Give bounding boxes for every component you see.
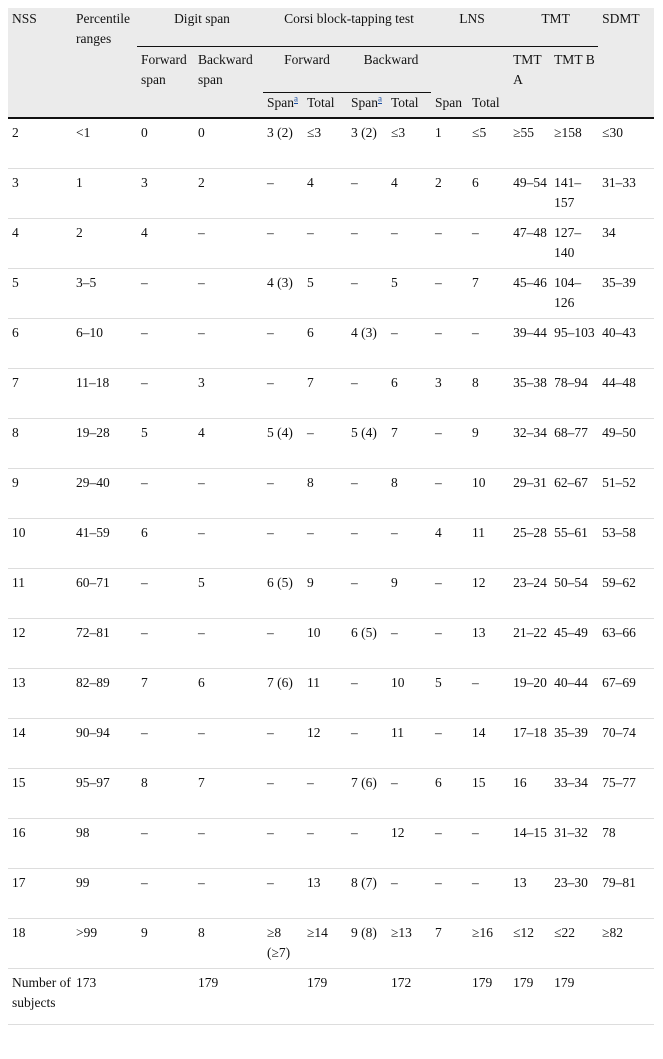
table-cell: – bbox=[263, 869, 303, 919]
table-cell: – bbox=[431, 219, 468, 269]
table-cell: – bbox=[468, 219, 509, 269]
table-cell: ≥82 bbox=[598, 919, 654, 969]
table-cell: 127–140 bbox=[550, 219, 598, 269]
table-cell: 8 bbox=[303, 469, 347, 519]
table-cell: – bbox=[194, 519, 263, 569]
table-cell: – bbox=[137, 869, 194, 919]
footnote-link[interactable]: a bbox=[378, 93, 382, 104]
table-cell: 49–54 bbox=[509, 169, 550, 219]
table-cell: 7 (6) bbox=[347, 769, 387, 819]
table-cell: 45–49 bbox=[550, 619, 598, 669]
table-row bbox=[8, 819, 654, 869]
table-cell: 7 bbox=[194, 769, 263, 819]
table-cell: 12 bbox=[8, 619, 72, 669]
table-cell: 2 bbox=[8, 119, 72, 169]
table-cell: 13 bbox=[509, 869, 550, 919]
table-cell: 11 bbox=[8, 569, 72, 619]
header-corsi-forward: Forward bbox=[263, 47, 347, 93]
table-cell: – bbox=[431, 819, 468, 869]
table-cell: – bbox=[263, 619, 303, 669]
table-cell: – bbox=[137, 269, 194, 319]
table-cell: 5 bbox=[431, 669, 468, 719]
table-cell: 98 bbox=[72, 819, 137, 869]
table-cell: 141–157 bbox=[550, 169, 598, 219]
subjects-count bbox=[431, 969, 468, 1025]
table-cell: 68–77 bbox=[550, 419, 598, 469]
table-cell: – bbox=[194, 819, 263, 869]
table-cell: – bbox=[431, 869, 468, 919]
table-cell: – bbox=[263, 819, 303, 869]
subjects-count: 179 bbox=[509, 969, 550, 1025]
table-cell: 78–94 bbox=[550, 369, 598, 419]
table-cell: 31–33 bbox=[598, 169, 654, 219]
table-cell: – bbox=[194, 619, 263, 669]
table-row bbox=[8, 369, 654, 419]
table-cell: 82–89 bbox=[72, 669, 137, 719]
table-cell: 16 bbox=[509, 769, 550, 819]
table-cell: 40–43 bbox=[598, 319, 654, 369]
table-cell: 7 bbox=[303, 369, 347, 419]
table-cell: 18 bbox=[8, 919, 72, 969]
table-cell: – bbox=[263, 369, 303, 419]
table-cell: 34 bbox=[598, 219, 654, 269]
table-cell: – bbox=[263, 319, 303, 369]
table-cell: 8 bbox=[468, 369, 509, 419]
table-cell: 8 bbox=[387, 469, 431, 519]
table-cell: 6 bbox=[387, 369, 431, 419]
table-cell: 2 bbox=[72, 219, 137, 269]
table-cell: – bbox=[347, 669, 387, 719]
header-corsi-forward-total: Total bbox=[303, 93, 347, 119]
table-cell: 21–22 bbox=[509, 619, 550, 669]
table-cell: 14 bbox=[8, 719, 72, 769]
table-cell: ≥158 bbox=[550, 119, 598, 169]
table-cell: – bbox=[347, 519, 387, 569]
header-tmt-b: TMT B bbox=[550, 47, 598, 119]
table-cell: 5 (4) bbox=[347, 419, 387, 469]
table-cell: – bbox=[194, 469, 263, 519]
table-cell: – bbox=[387, 319, 431, 369]
table-row bbox=[8, 469, 654, 519]
table-cell: 13 bbox=[468, 619, 509, 669]
table-cell: – bbox=[387, 769, 431, 819]
header-corsi-forward-span bbox=[263, 93, 303, 119]
table-header bbox=[8, 8, 654, 119]
table-row bbox=[8, 169, 654, 219]
table-row bbox=[8, 619, 654, 669]
table-cell: – bbox=[468, 319, 509, 369]
table-cell: – bbox=[263, 769, 303, 819]
header-tmt-a: TMT A bbox=[509, 47, 550, 119]
table-cell: – bbox=[347, 469, 387, 519]
table-cell: – bbox=[387, 519, 431, 569]
header-corsi-backward: Backward bbox=[347, 47, 431, 93]
table-cell: 16 bbox=[8, 819, 72, 869]
table-cell: 12 bbox=[468, 569, 509, 619]
table-row bbox=[8, 719, 654, 769]
table-row bbox=[8, 569, 654, 619]
table-cell: 29–31 bbox=[509, 469, 550, 519]
subjects-count: 179 bbox=[468, 969, 509, 1025]
footnote-link[interactable]: a bbox=[294, 93, 298, 104]
table-cell: 67–69 bbox=[598, 669, 654, 719]
table-cell: – bbox=[387, 869, 431, 919]
table-cell: – bbox=[431, 269, 468, 319]
table-cell: 60–71 bbox=[72, 569, 137, 619]
table-cell: ≤30 bbox=[598, 119, 654, 169]
subjects-count bbox=[263, 969, 303, 1025]
table-cell: 4 bbox=[431, 519, 468, 569]
table-cell: 12 bbox=[303, 719, 347, 769]
table-cell: 51–52 bbox=[598, 469, 654, 519]
table-cell: 5 (4) bbox=[263, 419, 303, 469]
table-cell: 5 bbox=[194, 569, 263, 619]
header-nss: NSS bbox=[8, 8, 72, 119]
span-label: Span bbox=[351, 95, 378, 110]
subjects-count: 179 bbox=[194, 969, 263, 1025]
header-lns-span: Span bbox=[431, 93, 468, 119]
table-cell: – bbox=[137, 369, 194, 419]
table-cell: 59–62 bbox=[598, 569, 654, 619]
table-cell: – bbox=[347, 169, 387, 219]
table-cell: 11 bbox=[303, 669, 347, 719]
table-cell: – bbox=[431, 469, 468, 519]
table-cell: 23–24 bbox=[509, 569, 550, 619]
header-corsi-backward-total: Total bbox=[387, 93, 431, 119]
table-cell: 41–59 bbox=[72, 519, 137, 569]
table-cell: 6 bbox=[431, 769, 468, 819]
subjects-row bbox=[8, 969, 654, 1025]
table-cell: 90–94 bbox=[72, 719, 137, 769]
table-cell: – bbox=[303, 519, 347, 569]
table-container bbox=[8, 8, 654, 1025]
table-row bbox=[8, 669, 654, 719]
table-row bbox=[8, 869, 654, 919]
subjects-count: 172 bbox=[387, 969, 431, 1025]
table-row bbox=[8, 269, 654, 319]
table-cell: 13 bbox=[8, 669, 72, 719]
table-cell: 1 bbox=[431, 119, 468, 169]
table-cell: – bbox=[431, 319, 468, 369]
table-cell: 3 bbox=[194, 369, 263, 419]
header-percentile: Percentile ranges bbox=[72, 8, 137, 119]
table-row bbox=[8, 319, 654, 369]
table-cell: – bbox=[468, 819, 509, 869]
table-cell: 4 bbox=[8, 219, 72, 269]
table-cell: 3–5 bbox=[72, 269, 137, 319]
table-cell: ≥13 bbox=[387, 919, 431, 969]
subjects-count bbox=[347, 969, 387, 1025]
table-cell: 35–39 bbox=[598, 269, 654, 319]
table-cell: 50–54 bbox=[550, 569, 598, 619]
table-cell: 17–18 bbox=[509, 719, 550, 769]
table-cell: 4 (3) bbox=[347, 319, 387, 369]
table-cell: 4 (3) bbox=[263, 269, 303, 319]
table-cell: 4 bbox=[303, 169, 347, 219]
table-cell: – bbox=[303, 819, 347, 869]
table-cell: 0 bbox=[137, 119, 194, 169]
table-cell: 5 bbox=[387, 269, 431, 319]
table-cell: 9 bbox=[8, 469, 72, 519]
table-cell: 9 bbox=[303, 569, 347, 619]
table-cell: 62–67 bbox=[550, 469, 598, 519]
table-cell: 95–103 bbox=[550, 319, 598, 369]
table-cell: – bbox=[137, 619, 194, 669]
table-cell: – bbox=[303, 419, 347, 469]
table-cell: 53–58 bbox=[598, 519, 654, 569]
table-row bbox=[8, 419, 654, 469]
table-cell: ≥8 (≥7) bbox=[263, 919, 303, 969]
table-cell: 15 bbox=[8, 769, 72, 819]
table-cell: 19–28 bbox=[72, 419, 137, 469]
table-cell: 7 (6) bbox=[263, 669, 303, 719]
subjects-label: Number of subjects bbox=[8, 969, 72, 1025]
table-cell: 9 bbox=[137, 919, 194, 969]
table-cell: ≤12 bbox=[509, 919, 550, 969]
table-cell: 32–34 bbox=[509, 419, 550, 469]
table-cell: 7 bbox=[431, 919, 468, 969]
table-cell: 104–126 bbox=[550, 269, 598, 319]
table-cell: 55–61 bbox=[550, 519, 598, 569]
table-cell: – bbox=[263, 519, 303, 569]
table-cell: 6 (5) bbox=[263, 569, 303, 619]
header-tmt: TMT bbox=[509, 8, 598, 47]
table-cell: 5 bbox=[8, 269, 72, 319]
table-cell: 4 bbox=[194, 419, 263, 469]
header-forward-span: Forward span bbox=[137, 47, 194, 119]
table-cell: 78 bbox=[598, 819, 654, 869]
table-cell: 10 bbox=[8, 519, 72, 569]
table-cell: ≤5 bbox=[468, 119, 509, 169]
subjects-count bbox=[137, 969, 194, 1025]
table-cell: – bbox=[263, 719, 303, 769]
table-cell: 14–15 bbox=[509, 819, 550, 869]
table-cell: – bbox=[347, 369, 387, 419]
header-lns-total: Total bbox=[468, 93, 509, 119]
table-cell: 13 bbox=[303, 869, 347, 919]
subjects-count: 173 bbox=[72, 969, 137, 1025]
table-cell: 8 bbox=[137, 769, 194, 819]
table-cell: 11 bbox=[387, 719, 431, 769]
table-cell: 10 bbox=[387, 669, 431, 719]
table-cell: 4 bbox=[387, 169, 431, 219]
table-cell: 6 bbox=[8, 319, 72, 369]
table-cell: 19–20 bbox=[509, 669, 550, 719]
table-cell: 11 bbox=[468, 519, 509, 569]
table-cell: 14 bbox=[468, 719, 509, 769]
table-cell: 3 (2) bbox=[347, 119, 387, 169]
table-cell: 8 bbox=[8, 419, 72, 469]
table-cell: 47–48 bbox=[509, 219, 550, 269]
table-cell: – bbox=[347, 819, 387, 869]
table-cell: 6 (5) bbox=[347, 619, 387, 669]
table-cell: 23–30 bbox=[550, 869, 598, 919]
subjects-count bbox=[598, 969, 654, 1025]
table-cell: – bbox=[194, 319, 263, 369]
table-cell: 7 bbox=[137, 669, 194, 719]
table-cell: – bbox=[303, 219, 347, 269]
table-cell: 0 bbox=[194, 119, 263, 169]
table-cell: – bbox=[431, 719, 468, 769]
table-cell: 12 bbox=[387, 819, 431, 869]
table-cell: 70–74 bbox=[598, 719, 654, 769]
table-cell: 2 bbox=[194, 169, 263, 219]
table-cell: – bbox=[347, 219, 387, 269]
table-row bbox=[8, 219, 654, 269]
table-cell: ≥16 bbox=[468, 919, 509, 969]
table-cell: – bbox=[137, 819, 194, 869]
table-cell: – bbox=[387, 219, 431, 269]
table-cell: – bbox=[347, 569, 387, 619]
table-cell: 8 (7) bbox=[347, 869, 387, 919]
table-cell: – bbox=[194, 269, 263, 319]
table-cell: 33–34 bbox=[550, 769, 598, 819]
table-cell: – bbox=[263, 169, 303, 219]
header-lns: LNS bbox=[431, 8, 509, 47]
table-cell: 99 bbox=[72, 869, 137, 919]
table-cell: 9 bbox=[387, 569, 431, 619]
table-cell: 11–18 bbox=[72, 369, 137, 419]
table-cell: 44–48 bbox=[598, 369, 654, 419]
table-cell: – bbox=[431, 569, 468, 619]
table-cell: – bbox=[387, 619, 431, 669]
table-cell: – bbox=[137, 569, 194, 619]
table-cell: 8 bbox=[194, 919, 263, 969]
header-digit-span: Digit span bbox=[137, 8, 263, 47]
table-cell: 10 bbox=[468, 469, 509, 519]
table-body bbox=[8, 119, 654, 1025]
table-cell: 17 bbox=[8, 869, 72, 919]
table-cell: >99 bbox=[72, 919, 137, 969]
header-backward-span: Backward span bbox=[194, 47, 263, 119]
table-cell: – bbox=[263, 219, 303, 269]
table-cell: 29–40 bbox=[72, 469, 137, 519]
table-cell: 4 bbox=[137, 219, 194, 269]
table-cell: 7 bbox=[468, 269, 509, 319]
table-cell: ≥14 bbox=[303, 919, 347, 969]
table-cell: – bbox=[431, 619, 468, 669]
norms-table bbox=[8, 8, 654, 1025]
table-cell: 3 bbox=[137, 169, 194, 219]
table-cell: ≤3 bbox=[303, 119, 347, 169]
table-cell: – bbox=[137, 719, 194, 769]
table-cell: 2 bbox=[431, 169, 468, 219]
table-cell: ≤22 bbox=[550, 919, 598, 969]
table-cell: 45–46 bbox=[509, 269, 550, 319]
subjects-count: 179 bbox=[550, 969, 598, 1025]
table-cell: 9 (8) bbox=[347, 919, 387, 969]
table-cell: – bbox=[137, 469, 194, 519]
table-row bbox=[8, 119, 654, 169]
table-cell: 5 bbox=[137, 419, 194, 469]
table-cell: ≤3 bbox=[387, 119, 431, 169]
table-cell: 1 bbox=[72, 169, 137, 219]
table-cell: 10 bbox=[303, 619, 347, 669]
table-cell: 79–81 bbox=[598, 869, 654, 919]
table-cell: – bbox=[431, 419, 468, 469]
table-cell: 35–38 bbox=[509, 369, 550, 419]
table-cell: 15 bbox=[468, 769, 509, 819]
table-cell: – bbox=[137, 319, 194, 369]
table-cell: 72–81 bbox=[72, 619, 137, 669]
table-cell: – bbox=[468, 869, 509, 919]
table-row bbox=[8, 919, 654, 969]
table-cell: – bbox=[263, 469, 303, 519]
table-cell: 40–44 bbox=[550, 669, 598, 719]
table-cell: 39–44 bbox=[509, 319, 550, 369]
header-corsi: Corsi block-tapping test bbox=[263, 8, 431, 47]
table-cell: 6 bbox=[194, 669, 263, 719]
table-cell: 3 bbox=[431, 369, 468, 419]
table-cell: 35–39 bbox=[550, 719, 598, 769]
table-cell: – bbox=[194, 869, 263, 919]
table-cell: 7 bbox=[8, 369, 72, 419]
table-cell: <1 bbox=[72, 119, 137, 169]
table-cell: 9 bbox=[468, 419, 509, 469]
header-corsi-backward-span bbox=[347, 93, 387, 119]
table-cell: 31–32 bbox=[550, 819, 598, 869]
table-cell: 49–50 bbox=[598, 419, 654, 469]
table-cell: 25–28 bbox=[509, 519, 550, 569]
table-cell: 3 bbox=[8, 169, 72, 219]
table-cell: 6 bbox=[303, 319, 347, 369]
subjects-count: 179 bbox=[303, 969, 347, 1025]
header-lns-blank bbox=[431, 47, 509, 93]
span-label: Span bbox=[267, 95, 294, 110]
table-cell: 3 (2) bbox=[263, 119, 303, 169]
table-cell: – bbox=[347, 719, 387, 769]
table-row bbox=[8, 769, 654, 819]
table-cell: 95–97 bbox=[72, 769, 137, 819]
table-cell: 75–77 bbox=[598, 769, 654, 819]
table-cell: 6 bbox=[468, 169, 509, 219]
table-cell: – bbox=[468, 669, 509, 719]
table-cell: 63–66 bbox=[598, 619, 654, 669]
table-cell: 5 bbox=[303, 269, 347, 319]
table-cell: ≥55 bbox=[509, 119, 550, 169]
table-cell: – bbox=[347, 269, 387, 319]
table-cell: – bbox=[303, 769, 347, 819]
table-row bbox=[8, 519, 654, 569]
table-cell: – bbox=[194, 219, 263, 269]
table-cell: 6–10 bbox=[72, 319, 137, 369]
table-cell: 6 bbox=[137, 519, 194, 569]
table-cell: 7 bbox=[387, 419, 431, 469]
table-cell: – bbox=[194, 719, 263, 769]
header-sdmt: SDMT bbox=[598, 8, 654, 119]
